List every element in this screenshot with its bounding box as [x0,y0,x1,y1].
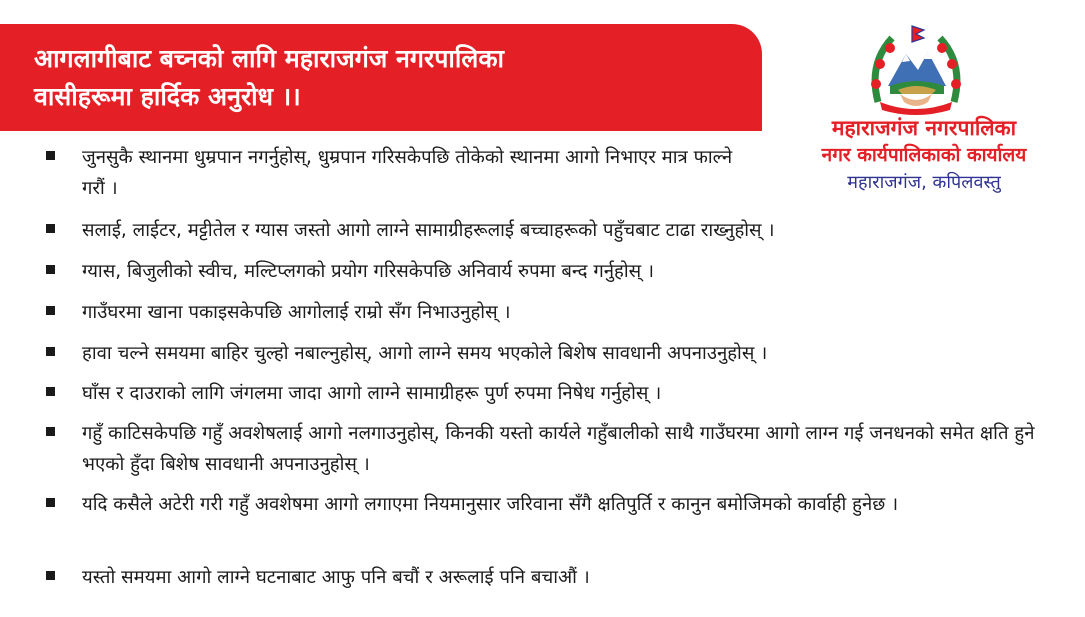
bullet-square-icon [46,224,55,233]
list-item-text: गाउँघरमा खाना पकाइसकेपछि आगोलाई राम्रो सँग निभाउनुहोस् । [82,302,511,323]
office-name: महाराजगंज नगरपालिका [831,116,1017,140]
list-item-text: ग्यास, बिजुलीको स्वीच, मल्टिप्लगको प्रयोग गरिसकेपछि अनिवार्य रुपमा बन्द गर्नुहोस् । [82,261,655,282]
bullet-square-icon [46,571,55,580]
bullet-square-icon [46,427,55,436]
office-block [768,115,1080,197]
banner-title [34,40,742,116]
banner-title-line-1: आगलागीबाट बच्नको लागि महाराजगंज नगरपालिका [34,44,504,73]
title-banner [0,24,762,131]
bullet-square-icon [46,306,55,315]
nepal-government-emblem-icon [866,24,966,116]
office-subtitle: नगर कार्यपालिकाको कार्यालय [821,144,1027,166]
bullet-square-icon [46,387,55,396]
list-item-text: घाँस र दाउराको लागि जंगलमा जादा आगो लाग्ने सामाग्रीहरू पुर्ण रुपमा निषेध गर्नुहोस् । [82,383,662,404]
list-item-text: यदि कसैले अटेरी गरी गहुँ अवशेषमा आगो लगाएमा नियमानुसार जरिवाना सँगै क्षतिपुर्ति र कानुन बमोजिमको कार्वाही हुनेछ । [82,494,899,515]
banner-title-line-2: वासीहरूमा हार्दिक अनुरोध ।। [34,82,301,111]
bullet-square-icon [46,151,55,160]
list-item-text: यस्तो समयमा आगो लाग्ने घटनाबाट आफु पनि बचौं र अरूलाई पनि बचाऔं । [82,567,590,588]
bullet-square-icon [46,498,55,507]
list-item-text: गहुँ काटिसकेपछि गहुँ अवशेषलाई आगो नलगाउनुहोस्, किनकी यस्तो कार्यले गहुँबालीको साथै गाउँघरमा आगो लाग्न गई जनधनको समेत क्षति हुने भएको हुँदा बिशेष सावधानी अपनाउनुहोस् । [82,423,1035,475]
list-item-text: सलाई, लाईटर, मट्टीतेल र ग्यास जस्तो आगो लाग्ने सामाग्रीहरूलाई बच्चाहरूको पहुँचबाट टाढा राख्नुहोस् । [82,220,775,241]
bullet-square-icon [46,347,55,356]
list-item-text: जुनसुकै स्थानमा धुम्रपान नगर्नुहोस्, धुम्रपान गरिसकेपछि तोकेको स्थानमा आगो निभाएर मात्र फाल्ने गरौं । [82,147,733,199]
office-location: महाराजगंज, कपिलवस्तु [847,172,1001,193]
bullet-square-icon [46,265,55,274]
list-item-text: हावा चल्ने समयमा बाहिर चुल्हो नबाल्नुहोस्, आगो लाग्ने समय भएकोले बिशेष सावधानी अपनाउनुहोस् । [82,343,768,364]
